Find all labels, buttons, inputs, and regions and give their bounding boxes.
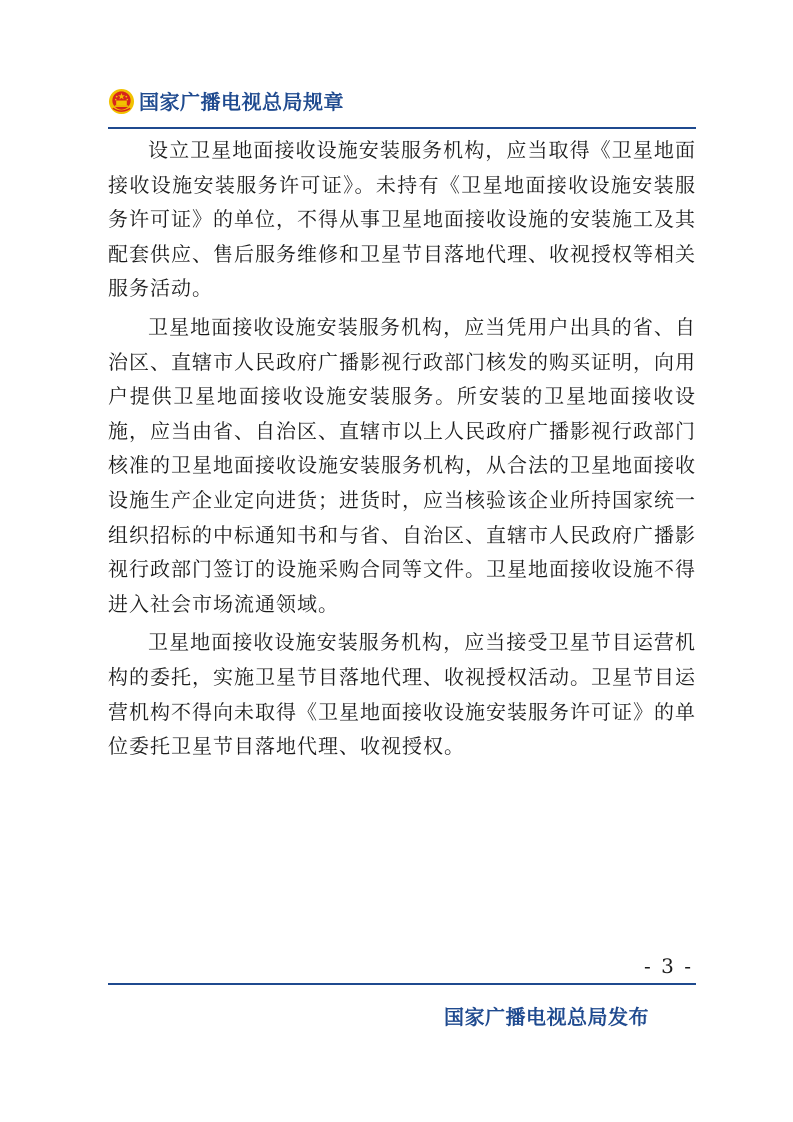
document-body (108, 133, 696, 768)
body-paragraph: 设立卫星地面接收设施安装服务机构，应当取得《卫星地面接收设施安装服务许可证》。未持有《卫星地面接收设施安装服务许可证》的单位，不得从事卫星地面接收设施的安装施工及其配套供应、售后服务维修和卫星节目落地代理、收视授权等相关服务活动。 (108, 138, 696, 301)
header-divider (108, 127, 696, 129)
body-paragraph: 卫星地面接收设施安装服务机构，应当凭用户出具的省、自治区、直辖市人民政府广播影视行政部门核发的购买证明，向用户提供卫星地面接收设施安装服务。所安装的卫星地面接收设施，应当由省、自治区、直辖市以上人民政府广播影视行政部门核准的卫星地面接收设施安装服务机构，从合法的卫星地面接收设施生产企业定向进货；进货时，应当核验该企业所持国家统一组织招标的中标通知书和与省、自治区、直辖市人民政府广播影视行政部门签订的设施采购合同等文件。卫星地面接收设施不得进入社会市场流通领域。 (108, 314, 696, 616)
body-paragraph: 卫星地面接收设施安装服务机构，应当接受卫星节目运营机构的委托，实施卫星节目落地代理、收视授权活动。卫星节目运营机构不得向未取得《卫星地面接收设施安装服务许可证》的单位委托卫星节目落地代理、收视授权。 (108, 630, 696, 759)
footer-divider (108, 983, 696, 985)
footer-publisher: 国家广播电视总局发布 (444, 1005, 649, 1029)
page-header-title: 国家广播电视总局规章 (139, 90, 344, 114)
page-number: - 3 - (644, 954, 693, 978)
national-emblem-icon (108, 88, 135, 115)
page-header (108, 86, 696, 126)
